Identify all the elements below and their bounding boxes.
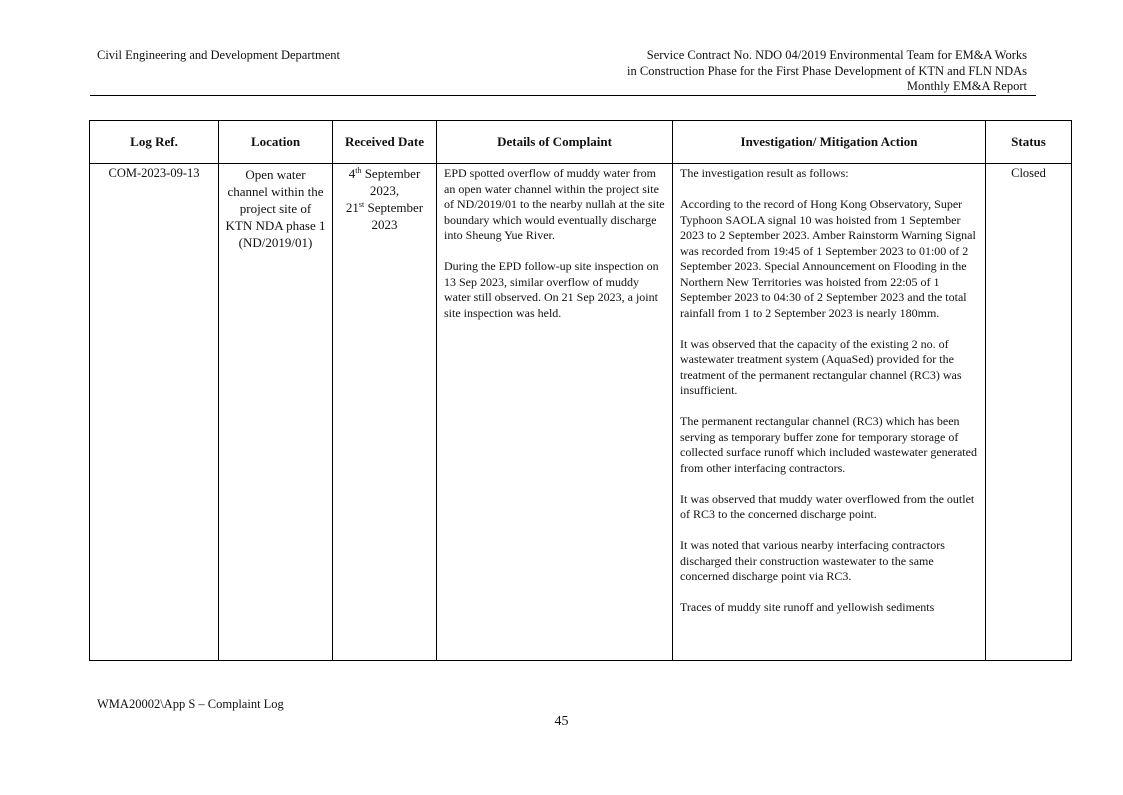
footer-document-ref: WMA20002\App S – Complaint Log: [97, 697, 284, 711]
investigation-paragraph: The permanent rectangular channel (RC3) which has been serving as temporary buffer zone for temporary storage of collected surface runoff which included wastewater generated from other interfacing contractors.: [680, 414, 977, 475]
cell-investigation: [673, 164, 986, 661]
column-header-details: Details of Complaint: [437, 121, 673, 164]
column-header-investigation: Investigation/ Mitigation Action: [673, 121, 986, 164]
cell-received-date: [333, 164, 437, 661]
column-header-log-ref: Log Ref.: [90, 121, 219, 164]
cell-location: Open water channel within the project site of KTN NDA phase 1 (ND/2019/01): [219, 164, 333, 661]
header-contract-line-2: in Construction Phase for the First Phase Development of KTN and FLN NDAs: [627, 63, 1027, 78]
date-1-suffix: th: [355, 166, 362, 175]
details-paragraph: During the EPD follow-up site inspection on 13 Sep 2023, similar overflow of muddy water still observed. On 21 Sep 2023, a joint site inspection was held.: [444, 259, 659, 320]
header-department: Civil Engineering and Development Department: [97, 48, 340, 62]
column-header-location: Location: [219, 121, 333, 164]
investigation-paragraph: Traces of muddy site runoff and yellowish sediments: [680, 600, 935, 614]
details-paragraph: EPD spotted overflow of muddy water from an open water channel within the project site of ND/2019/01 to the nearby nullah at the site boundary which would eventually discharge into Sheung Yue River.: [444, 166, 665, 242]
header-contract-info: [627, 48, 1027, 95]
header-divider: [90, 95, 1036, 96]
date-1-rest: September 2023,: [361, 166, 421, 198]
table-header-row: [90, 121, 1072, 164]
cell-log-ref: COM-2023-09-13: [90, 164, 219, 661]
page-number: 45: [554, 714, 569, 729]
investigation-paragraph: According to the record of Hong Kong Observatory, Super Typhoon SAOLA signal 10 was hoisted from 1 September 2023 to 2 September 2023. Amber Rainstorm Warning Signal was recorded from 19:45 of 1 September 2023 to 01:00 of 2 September 2023. Special Announcement on Flooding in the Northern New Territories was hoisted from 22:05 of 1 September 2023 to 04:30 of 2 September 2023 and the total rainfall from 1 to 2 September 2023 is nearly 180mm.: [680, 197, 976, 320]
column-header-received-date: Received Date: [333, 121, 437, 164]
header-report-title: Monthly EM&A Report: [906, 79, 1027, 93]
table-row: [90, 164, 1072, 661]
date-2-suffix: st: [358, 200, 365, 209]
investigation-paragraph: It was noted that various nearby interfacing contractors discharged their construction wastewater to the same concerned discharge point via RC3.: [680, 538, 945, 583]
complaint-log-table: [89, 120, 1072, 661]
date-1-day: 4: [348, 166, 356, 181]
cell-status: Closed: [986, 164, 1072, 661]
date-2-day: 21: [345, 200, 359, 215]
investigation-paragraph: It was observed that muddy water overflowed from the outlet of RC3 to the concerned discharge point.: [680, 491, 975, 521]
column-header-status: Status: [986, 121, 1072, 164]
date-2-rest: September 2023: [364, 200, 424, 232]
cell-details: [437, 164, 673, 661]
investigation-paragraph: The investigation result as follows:: [680, 166, 849, 180]
investigation-paragraph: It was observed that the capacity of the existing 2 no. of wastewater treatment system (AquaSed) provided for the treatment of the permanent rectangular channel (RC3) was insufficient.: [680, 336, 962, 397]
header-contract-line-1: Service Contract No. NDO 04/2019 Environmental Team for EM&A Works: [646, 48, 1027, 62]
